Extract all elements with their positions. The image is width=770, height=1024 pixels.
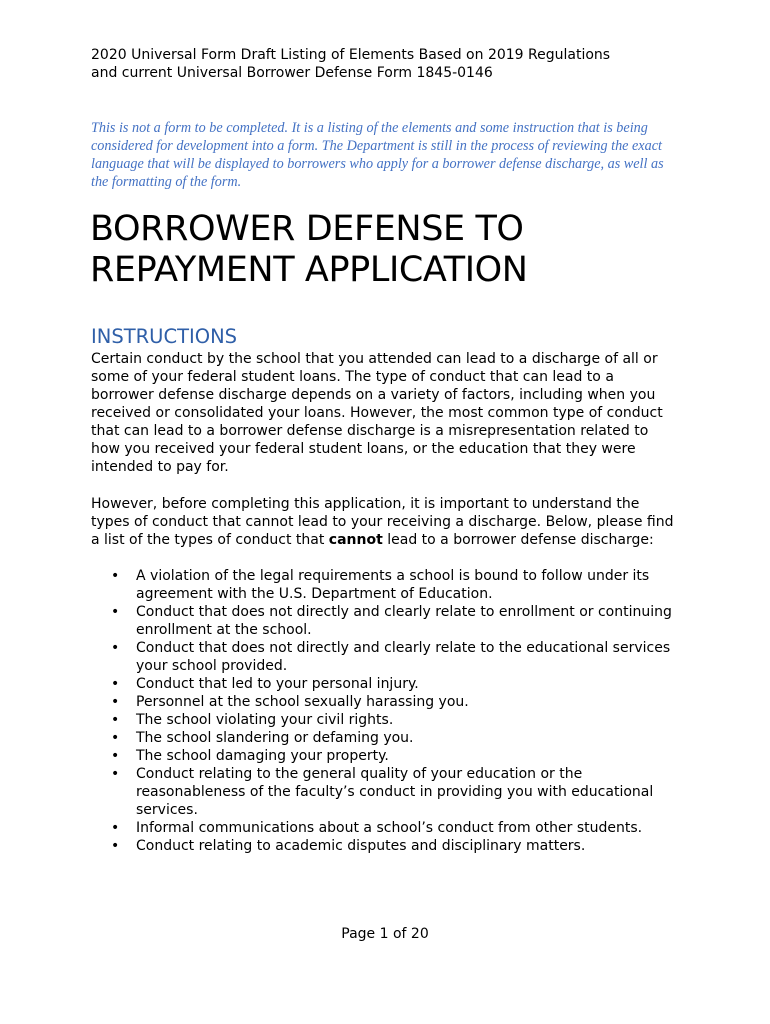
list-item-text: Conduct that does not directly and clearly relate to the educational services your school provided.: [136, 640, 671, 674]
list-item: [91, 639, 681, 675]
list-item: [91, 567, 681, 603]
list-item-text: The school slandering or defaming you.: [136, 730, 414, 746]
list-item-text: Informal communications about a school’s conduct from other students.: [136, 820, 643, 836]
list-item-text: Conduct that does not directly and clearly relate to enrollment or continuing enrollment at the school.: [136, 604, 672, 638]
header-line-2: and current Universal Borrower Defense Form 1845-0146: [91, 65, 493, 81]
draft-disclaimer-note: This is not a form to be completed. It is a listing of the elements and some instruction that is being considered for development into a form. The Department is still in the process of reviewing the exact language that will be displayed to borrowers who apply for a borrower defense discharge, as well as the formatting of the form.: [91, 120, 664, 190]
bullet-icon: •: [111, 748, 120, 764]
list-item: [91, 693, 681, 711]
bullet-icon: •: [111, 730, 120, 746]
page-number: Page 1 of 20: [341, 926, 429, 942]
page-header: [91, 46, 691, 82]
bullet-icon: •: [111, 604, 120, 620]
paragraph-2-text-start: However, before completing this application, it is important to understand the types of conduct that cannot lead to your receiving a discharge. Below, please find a list of the types of conduct that: [91, 496, 674, 548]
list-item: [91, 747, 681, 765]
list-item-text: A violation of the legal requirements a school is bound to follow under its agreement with the U.S. Department of Education.: [136, 568, 650, 602]
list-item: [91, 765, 681, 819]
list-item-text: Personnel at the school sexually harassing you.: [136, 694, 469, 710]
list-item-text: Conduct relating to the general quality of your education or the reasonableness of the faculty’s conduct in providing you with educational services.: [136, 766, 654, 818]
list-item: [91, 675, 681, 693]
title-line-1: BORROWER DEFENSE TO: [90, 209, 524, 249]
excluded-conduct-list: [91, 567, 681, 855]
list-item: [91, 819, 681, 837]
bullet-icon: •: [111, 766, 120, 782]
bullet-icon: •: [111, 640, 120, 656]
list-item: [91, 603, 681, 639]
bullet-icon: •: [111, 568, 120, 584]
list-item-text: The school violating your civil rights.: [136, 712, 394, 728]
bullet-icon: •: [111, 712, 120, 728]
cannot-emphasis: cannot: [328, 532, 383, 548]
instructions-paragraph-1: Certain conduct by the school that you attended can lead to a discharge of all or some of your federal student loans. The type of conduct that can lead to a borrower defense discharge depends on a variety of factors, including when you received or consolidated your loans. However, the most common type of conduct that can lead to a borrower defense discharge is a misrepresentation related to how you received your federal student loans, or the education that they were intended to pay for.: [91, 351, 663, 475]
bullet-icon: •: [111, 838, 120, 854]
list-item-text: Conduct relating to academic disputes and disciplinary matters.: [136, 838, 586, 854]
bullet-icon: •: [111, 820, 120, 836]
bullet-icon: •: [111, 694, 120, 710]
paragraph-2-text-end: lead to a borrower defense discharge:: [382, 532, 654, 548]
document-title: [90, 209, 710, 291]
list-item: [91, 711, 681, 729]
instructions-heading: INSTRUCTIONS: [91, 325, 238, 348]
instructions-paragraph-2: [91, 495, 681, 549]
bullet-icon: •: [111, 676, 120, 692]
list-item: [91, 837, 681, 855]
title-line-2: REPAYMENT APPLICATION: [90, 250, 528, 290]
list-item-text: Conduct that led to your personal injury.: [136, 676, 419, 692]
header-line-1: 2020 Universal Form Draft Listing of Elements Based on 2019 Regulations: [91, 47, 611, 63]
list-item-text: The school damaging your property.: [136, 748, 389, 764]
list-item: [91, 729, 681, 747]
